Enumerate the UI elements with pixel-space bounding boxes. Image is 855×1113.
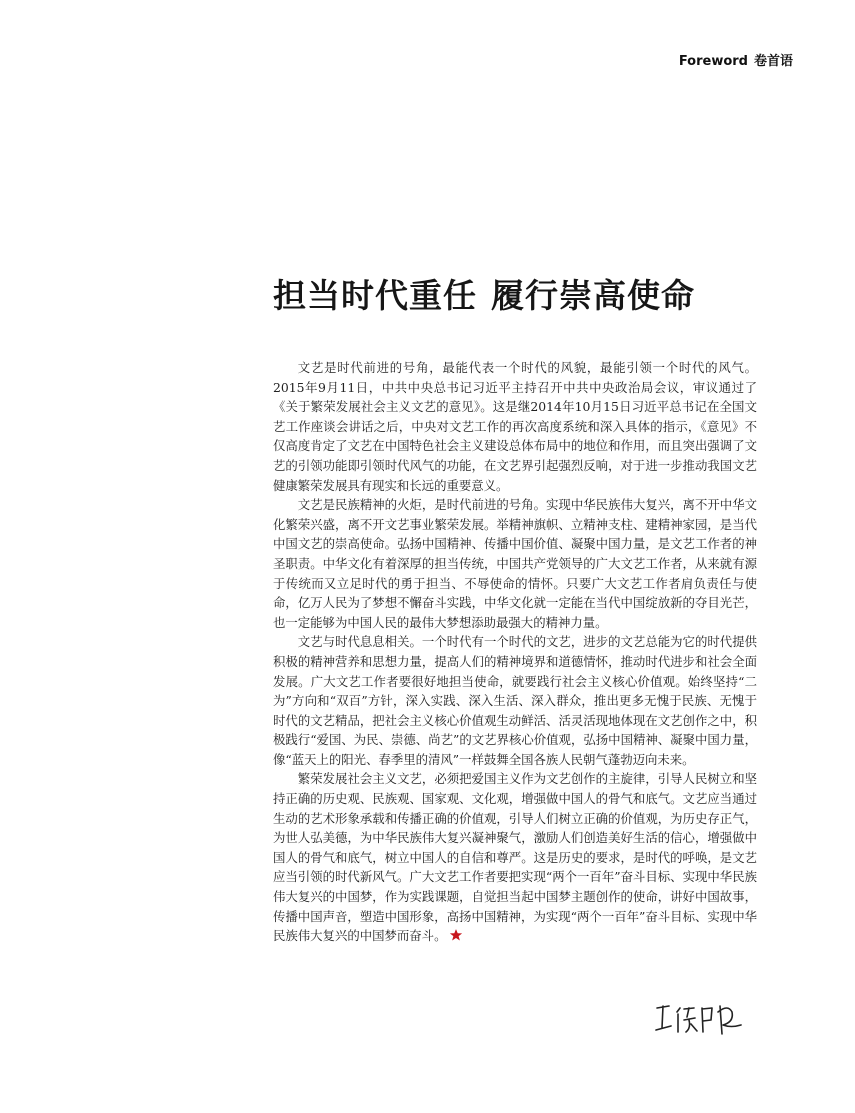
page-header <box>679 50 793 69</box>
title-part-1: 担当时代重任 <box>273 276 477 315</box>
article-title <box>273 270 793 317</box>
title-part-2: 履行崇高使命 <box>491 276 695 315</box>
paragraph: 文艺是时代前进的号角，最能代表一个时代的风貌，最能引领一个时代的风气。2015年9月11日，中共中央总书记习近平主持召开中共中央政治局会议，审议通过了《关于繁荣发展社会主义文艺的意见》。这是继2014年10月15日习近平总书记在全国文艺工作座谈会讲话之后，中央对文艺工作的再次高度系统和深入具体的指示，《意见》不仅高度肯定了文艺在中国特色社会主义建设总体布局中的地位和作用，而且突出强调了文艺的引领功能即引领时代风气的功能，在文艺界引起强烈反响，对于进一步推动我国文艺健康繁荣发展具有现实和长远的重要意义。 <box>273 360 757 493</box>
header-chinese: 卷首语 <box>753 54 793 69</box>
red-star-icon <box>449 928 463 942</box>
paragraph: 文艺与时代息息相关。一个时代有一个时代的文艺，进步的文艺总能为它的时代提供积极的精神营养和思想力量，提高人们的精神境界和道德情怀，推动时代进步和社会全面发展。广大文艺工作者要很好地担当使命，就要践行社会主义核心价值观。始终坚持“二为”方向和“双百”方针，深入实践、深入生活、深入群众，推出更多无愧于民族、无愧于时代的文艺精品，把社会主义核心价值观生动鲜活、活灵活现地体现在文艺创作之中，积极践行“爱国、为民、崇德、尚艺”的文艺界核心价值观，弘扬中国精神、凝聚中国力量，像“蓝天上的阳光、春季里的清风”一样鼓舞全国各族人民朝气蓬勃迈向未来。 <box>273 634 757 767</box>
header-english: Foreword <box>678 54 748 69</box>
paragraph: 文艺是民族精神的火炬，是时代前进的号角。实现中华民族伟大复兴，离不开中华文化繁荣兴盛，离不开文艺事业繁荣发展。举精神旗帜、立精神支柱、建精神家园，是当代中国文艺的崇高使命。弘扬中国精神、传播中国价值、凝聚中国力量，是文艺工作者的神圣职责。中华文化有着深厚的担当传统，中国共产党领导的广大文艺工作者，从来就有源于传统而又立足时代的勇于担当、不辱使命的情怀。只要广大文艺工作者肩负责任与使命，亿万人民为了梦想不懈奋斗实践，中华文化就一定能在当代中国绽放新的夺目光芒，也一定能够为中国人民的最伟大梦想添助最强大的精神力量。 <box>273 497 757 630</box>
article-body <box>273 358 757 946</box>
paragraph-text: 繁荣发展社会主义文艺，必须把爱国主义作为文艺创作的主旋律，引导人民树立和坚持正确的历史观、民族观、国家观、文化观，增强做中国人的骨气和底气。文艺应当通过生动的艺术形象承载和传播正确的价值观，引导人们树立正确的价值观，为历史存正气，为世人弘美德，为中华民族伟大复兴凝神聚气，激励人们创造美好生活的信心，增强做中国人的骨气和底气，树立中国人的自信和尊严。这是历史的要求，是时代的呼唤，是文艺应当引领的时代新风气。广大文艺工作者要把实现“两个一百年”奋斗目标、实现中华民族伟大复兴的中国梦，作为实践课题，自觉担当起中国梦主题创作的使命，讲好中国故事，传播中国声音，塑造中国形象，高扬中国精神，为实现“两个一百年”奋斗目标、实现中华民族伟大复兴的中国梦而奋斗。 <box>273 771 757 944</box>
paragraph <box>273 769 757 945</box>
handwritten-signature <box>653 998 745 1038</box>
